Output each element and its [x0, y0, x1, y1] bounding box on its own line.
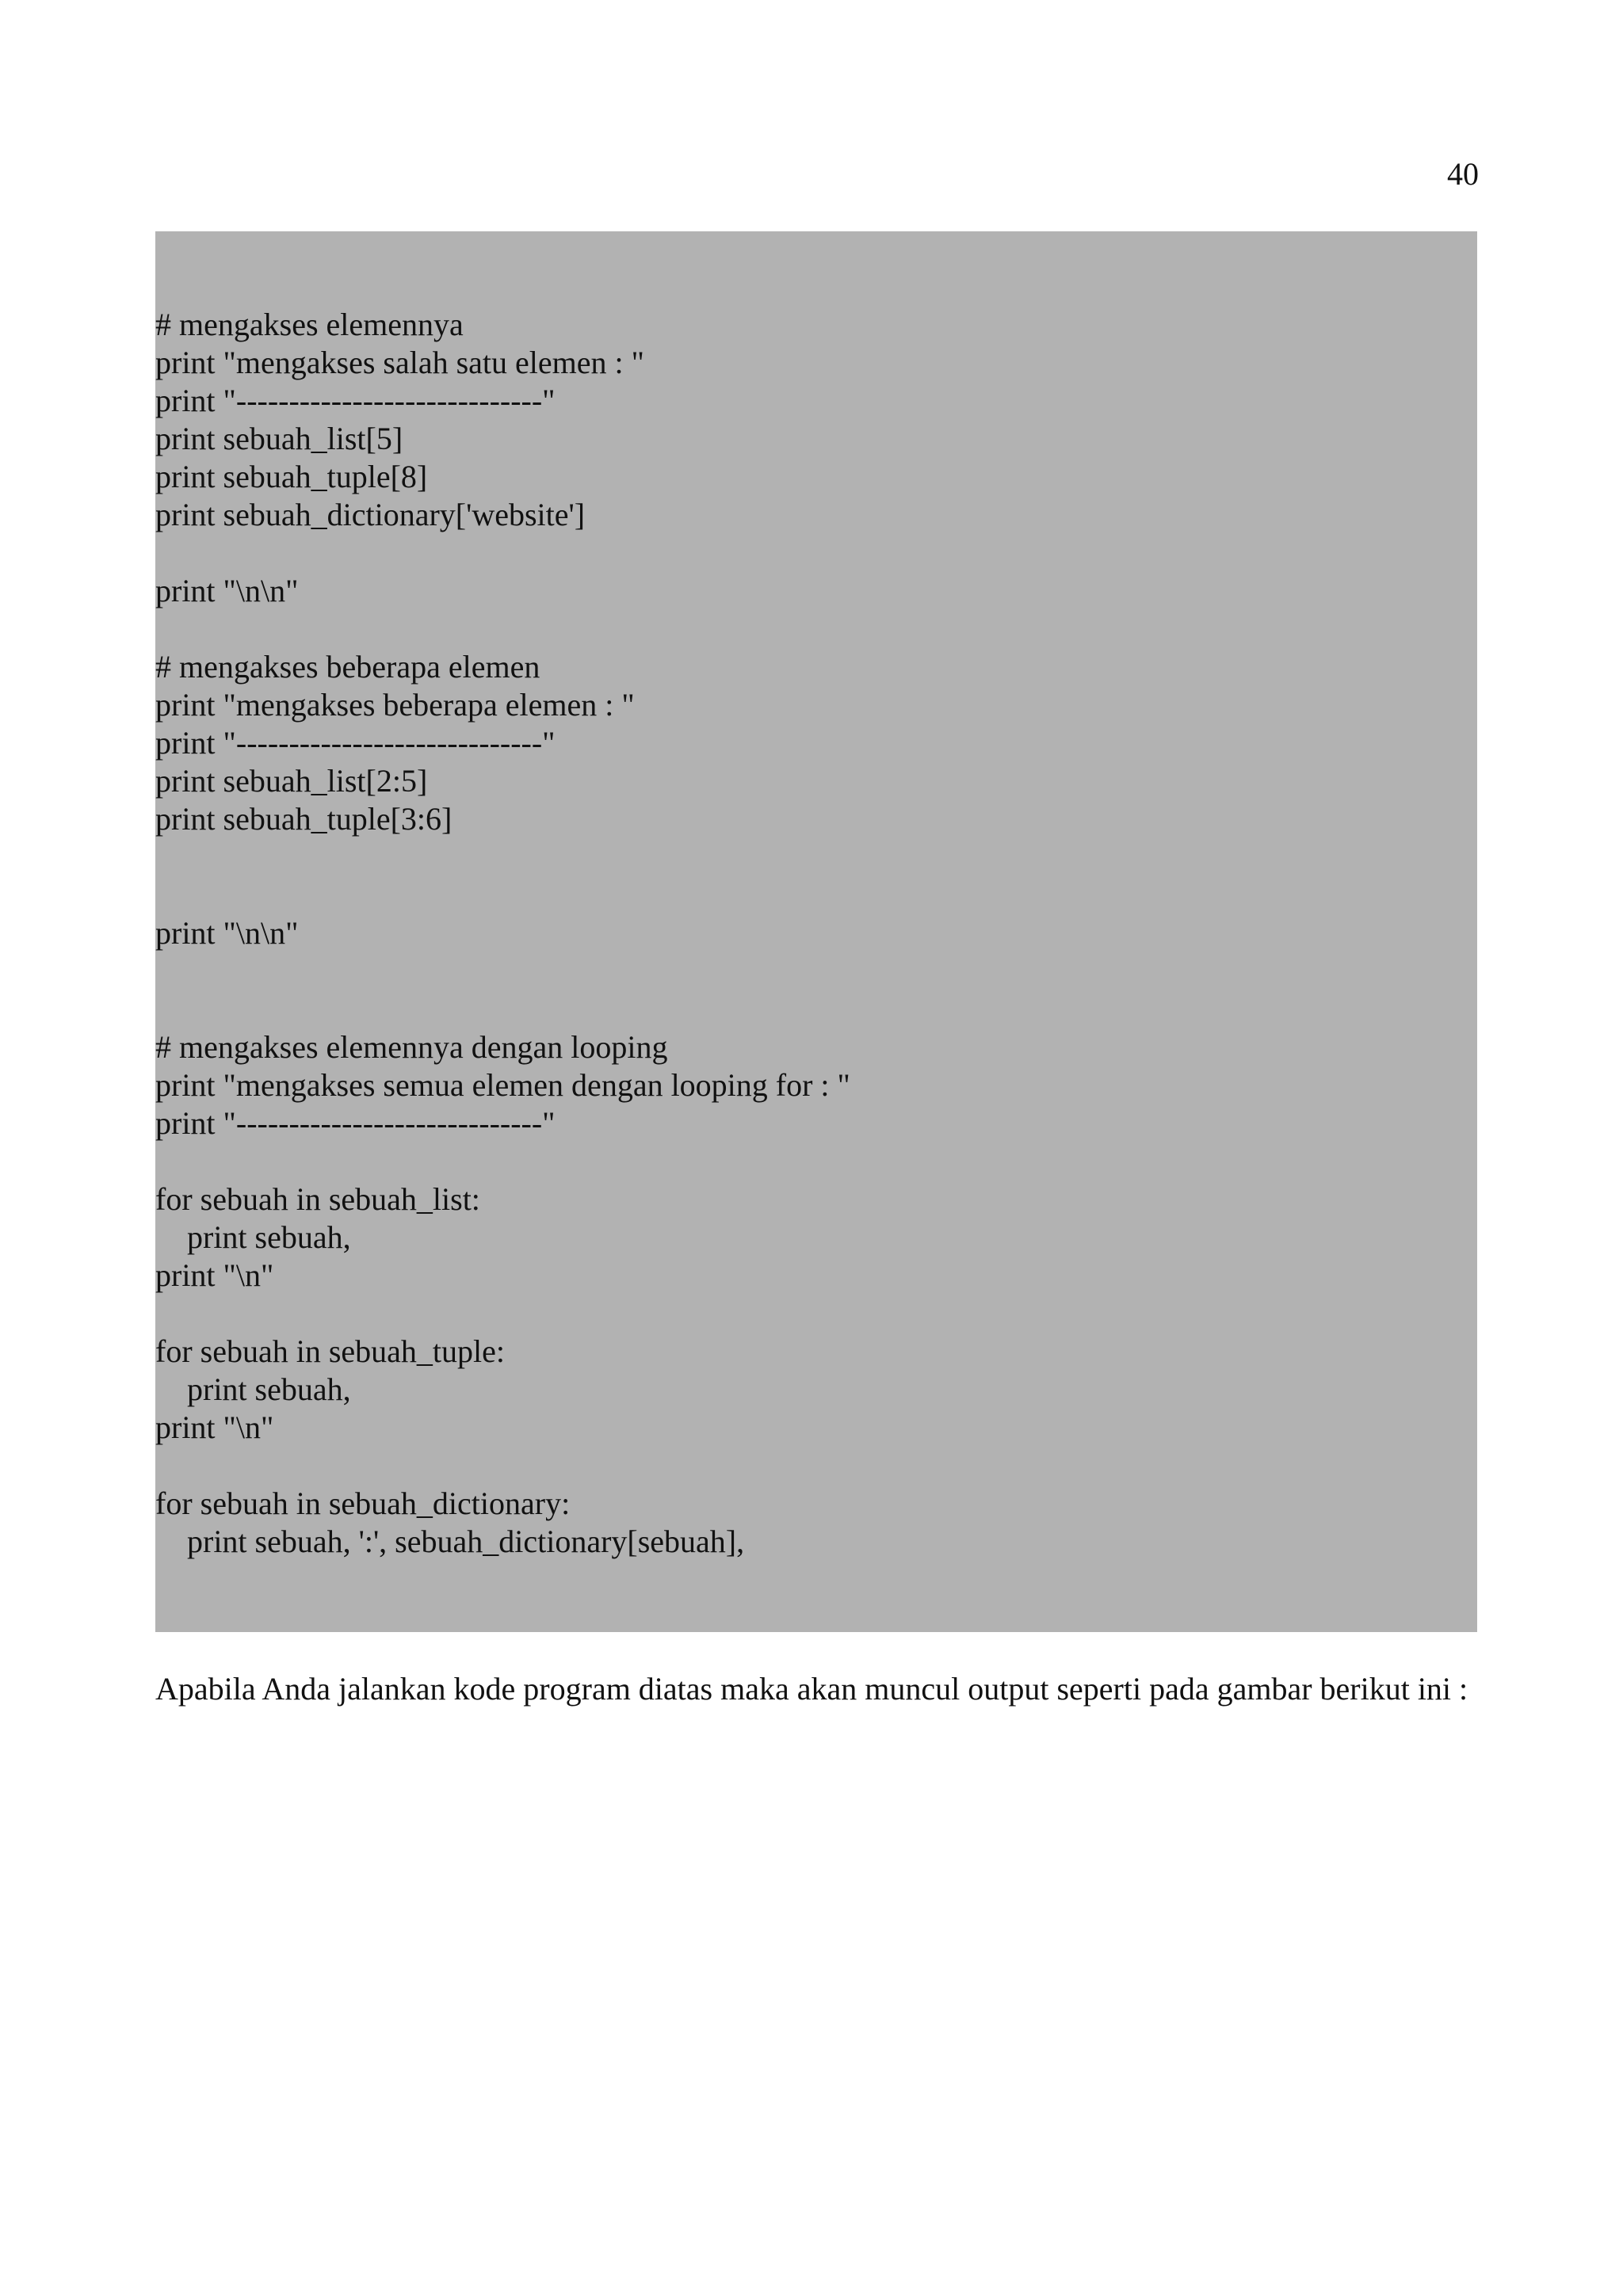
code-line: print sebuah_dictionary['website']	[155, 497, 586, 532]
code-line	[155, 990, 1477, 1028]
code-line: print sebuah, ':', sebuah_dictionary[sebuah],	[155, 1524, 745, 1559]
code-line: print "-----------------------------"	[155, 383, 556, 418]
code-line: print sebuah_tuple[3:6]	[155, 801, 453, 837]
code-line	[155, 1447, 1477, 1485]
code-line: print "mengakses beberapa elemen : "	[155, 687, 635, 723]
code-line: print sebuah_list[5]	[155, 421, 403, 456]
code-line: print sebuah,	[155, 1371, 351, 1407]
body-paragraph: Apabila Anda jalankan kode program diatas maka akan muncul output seperti pada gambar berikut ini :	[155, 1671, 1468, 1707]
code-line: for sebuah in sebuah_tuple:	[155, 1333, 505, 1369]
code-line: print sebuah_list[2:5]	[155, 763, 428, 799]
code-line: for sebuah in sebuah_dictionary:	[155, 1486, 571, 1521]
code-line: # mengakses elemennya	[155, 307, 464, 342]
code-line: print sebuah_tuple[8]	[155, 459, 428, 494]
code-line	[155, 876, 1477, 914]
code-block	[155, 231, 1477, 1632]
code-line	[155, 1142, 1477, 1180]
page-number: 40	[1447, 156, 1479, 192]
code-line: print "\n"	[155, 1257, 274, 1293]
code-line	[155, 1295, 1477, 1333]
code-line: print "\n\n"	[155, 573, 299, 608]
code-line	[155, 534, 1477, 572]
code-line: print "-----------------------------"	[155, 725, 556, 761]
code-line	[155, 952, 1477, 990]
code-line: print sebuah,	[155, 1219, 351, 1255]
code-line: print "\n"	[155, 1409, 274, 1445]
code-line: print "-----------------------------"	[155, 1105, 556, 1141]
code-line: print "mengakses semua elemen dengan looping for : "	[155, 1067, 850, 1103]
code-line: # mengakses elemennya dengan looping	[155, 1029, 668, 1065]
code-line: for sebuah in sebuah_list:	[155, 1181, 480, 1217]
code-line: # mengakses beberapa elemen	[155, 649, 540, 685]
code-line	[155, 838, 1477, 876]
code-line: print "mengakses salah satu elemen : "	[155, 345, 644, 380]
code-line	[155, 610, 1477, 648]
code-line: print "\n\n"	[155, 915, 299, 951]
